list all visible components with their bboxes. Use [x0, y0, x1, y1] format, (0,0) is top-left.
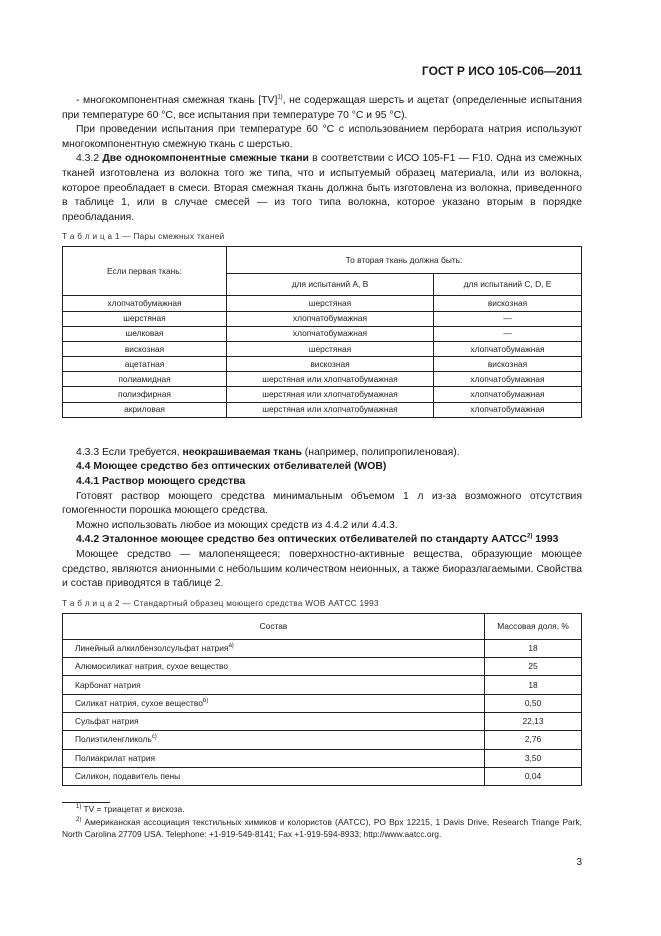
page-number: 3	[576, 856, 582, 868]
document-code: ГОСТ Р ИСО 105-С06—2011	[421, 64, 582, 78]
table-cell: вискозная	[63, 341, 227, 356]
footnote-2	[62, 816, 582, 841]
footnote-ref: c)	[151, 734, 157, 741]
table-cell: хлопчатобумажная	[434, 372, 582, 387]
mass-fraction-cell: 0,50	[485, 694, 582, 712]
component-name: Силикон, подавитель пены	[75, 771, 181, 781]
footnote-ref: b)	[202, 698, 209, 705]
table-cell: —	[434, 326, 582, 341]
mass-fraction-cell: 25	[485, 658, 582, 676]
footnote-mark: 2)	[76, 816, 82, 823]
footnote-1	[62, 803, 582, 816]
text: 4.4.2 Эталонное моющее средство без оптических отбеливателей по стандарту ААТСС	[76, 534, 528, 546]
component-name: Силикат натрия, сухое вещество	[75, 697, 203, 708]
table-cell: ацетатная	[63, 357, 227, 372]
table-cell: шерстяная или хлопчатобумажная	[227, 387, 434, 402]
header-tests-ab: для испытаний А, В	[227, 274, 434, 296]
component-name: Сульфат натрия	[75, 716, 139, 727]
table-cell: хлопчатобумажная	[434, 387, 582, 402]
table-cell: хлопчатобумажная	[227, 311, 434, 326]
component-cell	[63, 767, 485, 785]
text: 1993	[532, 534, 559, 546]
text: 4.3.2	[76, 153, 103, 165]
table-adjacent-fabrics	[62, 246, 582, 418]
table-row	[63, 357, 582, 372]
table-row	[63, 311, 582, 326]
table-wob-composition	[62, 613, 582, 786]
component-name: Полиэтиленгликоль	[75, 734, 152, 745]
table-row	[63, 639, 582, 657]
header-composition: Состав	[63, 613, 485, 639]
table-cell: хлопчатобумажная	[63, 296, 227, 311]
table-cell: полиамидная	[63, 372, 227, 387]
table-row	[63, 712, 582, 730]
table-cell: шерстяная	[227, 341, 434, 356]
table-row	[63, 341, 582, 356]
table-cell: хлопчатобумажная	[227, 326, 434, 341]
component-cell	[63, 694, 485, 712]
footnote-mark: 1)	[76, 804, 82, 811]
text: - многокомпонентная смежная ткань [TV]	[76, 95, 278, 106]
text: 4.3.3 Если требуется,	[76, 446, 183, 458]
table-row	[63, 731, 582, 749]
header-second-fabric: То вторая ткань должна быть:	[227, 247, 582, 274]
heading-4-4-1: 4.4.1 Раствор моющего средства	[76, 476, 246, 488]
paragraph-4-4-2: Моющее средство — малопенящееся; поверхностно-активные вещества, образующие моющее средство, являются анионными с небольшим количеством неионных, а также биоразлагаемыми. Свойства и состав приводятся в таблице 2.	[62, 549, 582, 590]
component-name: Линейный алкилбензолсульфат натрия	[75, 642, 229, 653]
table1-caption: Т а б л и ц а 1 — Пары смежных тканей	[62, 232, 225, 242]
heading-4-4: 4.4 Моющее средство без оптических отбеливателей (WOB)	[76, 461, 387, 473]
table-cell: шерстяная или хлопчатобумажная	[227, 402, 434, 417]
header-mass-fraction: Массовая доля, %	[485, 613, 582, 639]
header-first-fabric: Если первая ткань:	[63, 247, 227, 296]
header-tests-cde: для испытаний С, D, Е	[434, 274, 582, 296]
mass-fraction-cell: 18	[485, 639, 582, 657]
table-cell: вискозная	[434, 296, 582, 311]
page-content	[62, 0, 582, 869]
mass-fraction-cell: 22,13	[485, 712, 582, 730]
table-row	[63, 694, 582, 712]
paragraph-tv	[62, 94, 582, 123]
table-row	[63, 402, 582, 417]
text: TV = триацетат и вискоза.	[83, 804, 185, 815]
footnote-ref: 1)	[277, 94, 283, 101]
bold-term: неокрашиваемая ткань	[182, 446, 302, 458]
bold-term: Две однокомпонентные смежные ткани	[102, 153, 309, 165]
paragraph-4-4-1a: Готовят раствор моющего средства минимальным объемом 1 л из-за возможного отсутствия гомогенности порошка моющего средства.	[62, 490, 582, 517]
text: в соответствии с ИСО 105-F1 — F10. Одна из смежных тканей изготовлена из волокна того же типа, что и испытуемый образец материала, или из волокна, которое преобладает в смеси. Вторая смежная ткань должна быть изготовлена из волокна, приведенного в таблице 1, или в случае смесей — из того типа волокна, которое указано вторым в порядке преобладания.	[62, 153, 582, 223]
table-row	[63, 372, 582, 387]
table-cell: —	[434, 311, 582, 326]
table-cell: шерстяная или хлопчатобумажная	[227, 372, 434, 387]
table-cell: хлопчатобумажная	[434, 402, 582, 417]
text: (например, полипропиленовая).	[301, 446, 460, 458]
table-cell: хлопчатобумажная	[434, 341, 582, 356]
paragraph-4-3-2	[62, 152, 582, 225]
mass-fraction-cell: 2,76	[485, 731, 582, 749]
table-cell: вискозная	[227, 357, 434, 372]
table-row	[63, 767, 582, 785]
paragraph-4-4-1b: Можно использовать любое из моющих средств из 4.4.2 или 4.4.3.	[76, 519, 398, 531]
table-cell: вискозная	[434, 357, 582, 372]
paragraph-4-3-3	[62, 446, 582, 461]
component-cell	[63, 749, 485, 767]
heading-4-4-2	[62, 533, 582, 548]
spacer	[62, 418, 582, 446]
component-name: Карбонат натрия	[75, 679, 141, 690]
mass-fraction-cell: 18	[485, 676, 582, 694]
table-cell: акриловая	[63, 402, 227, 417]
component-cell	[63, 712, 485, 730]
table-row	[63, 658, 582, 676]
footnote-ref: a)	[228, 643, 234, 650]
text: , не содержащая шерсть и ацетат (определенные испытания при температуре 60 °С, все испытания при температуре 70 °С и 95 °С).	[62, 95, 582, 121]
table-cell: полиэфирная	[63, 387, 227, 402]
footnote-ref: 2)	[527, 533, 533, 540]
component-cell	[63, 676, 485, 694]
table-row	[63, 749, 582, 767]
component-cell	[63, 731, 485, 749]
mass-fraction-cell: 3,50	[485, 749, 582, 767]
table-row	[63, 326, 582, 341]
table-cell: шерстяная	[227, 296, 434, 311]
component-cell	[63, 639, 485, 657]
table-row	[63, 387, 582, 402]
table-cell: шелковая	[63, 326, 227, 341]
component-name: Полиакрилат натрия	[75, 752, 156, 763]
mass-fraction-cell: 0,04	[485, 767, 582, 785]
table-cell: шерстяная	[63, 311, 227, 326]
table-row	[63, 296, 582, 311]
component-name: Алюмосиликат натрия, сухое вещество	[75, 661, 229, 672]
paragraph-perborate: При проведении испытания при температуре 60 °С с использованием пербората натрия используют многокомпонентную смежную ткань с шерстью.	[62, 124, 582, 150]
text: Американская ассоциация текстильных химиков и колористов (ААТСС), PO Bpx 12215, 1 Davis Drive, Research Triange Park, North Carolina 27709 USA. Telephone: +1-919-549-8141; Fax +1-919-594-8933; http://www.aatcc.org.	[62, 816, 582, 840]
table2-caption: Т а б л и ц а 2 — Стандартный образец моющего средства WOB ААТСС 1993	[62, 598, 379, 608]
table-row	[63, 676, 582, 694]
component-cell	[63, 658, 485, 676]
